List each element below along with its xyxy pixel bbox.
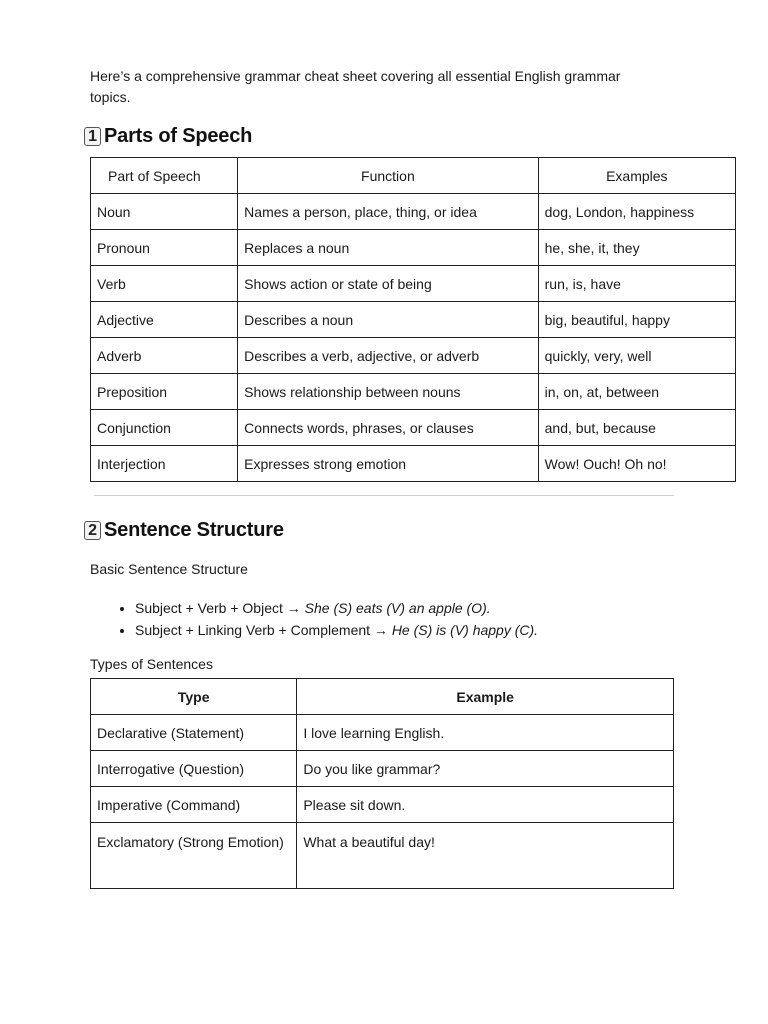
structure-bullet-list: [90, 597, 695, 641]
structure-pattern: Subject + Verb + Object →: [135, 600, 305, 616]
keycap-number-icon: 2: [84, 521, 101, 540]
table-cell: Imperative (Command): [91, 787, 297, 823]
table-cell: Exclamatory (Strong Emotion): [91, 823, 297, 889]
column-header: Function: [238, 158, 538, 194]
table-cell: Shows relationship between nouns: [238, 374, 538, 410]
table-cell: and, but, because: [538, 410, 735, 446]
table-cell: I love learning English.: [297, 715, 674, 751]
table-cell: run, is, have: [538, 266, 735, 302]
table-cell: Connects words, phrases, or clauses: [238, 410, 538, 446]
intro-text: Here’s a comprehensive grammar cheat sheet covering all essential English grammar topics.: [90, 68, 621, 105]
column-header: Example: [297, 679, 674, 715]
section-title: Parts of Speech: [104, 125, 253, 147]
table-row: [91, 787, 674, 823]
table-cell: he, she, it, they: [538, 230, 735, 266]
table-cell: Declarative (Statement): [91, 715, 297, 751]
section-heading-parts-of-speech: [84, 125, 252, 148]
sentence-types-table: [90, 678, 674, 889]
structure-example: She (S) eats (V) an apple (O).: [304, 600, 491, 616]
table-cell: Expresses strong emotion: [238, 446, 538, 482]
table-cell: in, on, at, between: [538, 374, 735, 410]
table-row: [91, 751, 674, 787]
table-cell: Do you like grammar?: [297, 751, 674, 787]
table-cell: Adjective: [91, 302, 238, 338]
table-row: [91, 194, 736, 230]
table-cell: quickly, very, well: [538, 338, 735, 374]
section-divider: [94, 495, 674, 496]
table-row: [91, 715, 674, 751]
table-row: [91, 446, 736, 482]
table-cell: Names a person, place, thing, or idea: [238, 194, 538, 230]
list-item: [135, 597, 695, 619]
table-cell: Interjection: [91, 446, 238, 482]
table-cell: Noun: [91, 194, 238, 230]
table-cell: Pronoun: [91, 230, 238, 266]
table-row: [91, 374, 736, 410]
table-cell: Interrogative (Question): [91, 751, 297, 787]
table-row: [91, 230, 736, 266]
table-cell: Please sit down.: [297, 787, 674, 823]
table-row: [91, 266, 736, 302]
section-title: Sentence Structure: [104, 519, 284, 541]
table-cell: What a beautiful day!: [297, 823, 674, 889]
section-heading-sentence-structure: [84, 519, 284, 542]
keycap-number-icon: 1: [84, 127, 101, 146]
table-cell: big, beautiful, happy: [538, 302, 735, 338]
table-cell: Preposition: [91, 374, 238, 410]
basic-structure-heading: Basic Sentence Structure: [90, 561, 248, 577]
table-cell: Wow! Ouch! Oh no!: [538, 446, 735, 482]
table-header-row: [91, 158, 736, 194]
column-header: Examples: [538, 158, 735, 194]
table-header-row: [91, 679, 674, 715]
table-row: [91, 338, 736, 374]
structure-pattern: Subject + Linking Verb + Complement →: [135, 622, 392, 638]
table-cell: Conjunction: [91, 410, 238, 446]
table-row: [91, 410, 736, 446]
table-cell: Describes a noun: [238, 302, 538, 338]
structure-example: He (S) is (V) happy (C).: [391, 622, 539, 638]
parts-of-speech-table: [90, 157, 736, 482]
table-cell: Describes a verb, adjective, or adverb: [238, 338, 538, 374]
types-of-sentences-heading: Types of Sentences: [90, 656, 213, 672]
table-cell: Shows action or state of being: [238, 266, 538, 302]
table-cell: Verb: [91, 266, 238, 302]
list-item: [135, 619, 695, 641]
column-header: Type: [91, 679, 297, 715]
table-row: [91, 823, 674, 889]
table-cell: dog, London, happiness: [538, 194, 735, 230]
table-row: [91, 302, 736, 338]
column-header: Part of Speech: [91, 158, 238, 194]
table-cell: Adverb: [91, 338, 238, 374]
table-cell: Replaces a noun: [238, 230, 538, 266]
